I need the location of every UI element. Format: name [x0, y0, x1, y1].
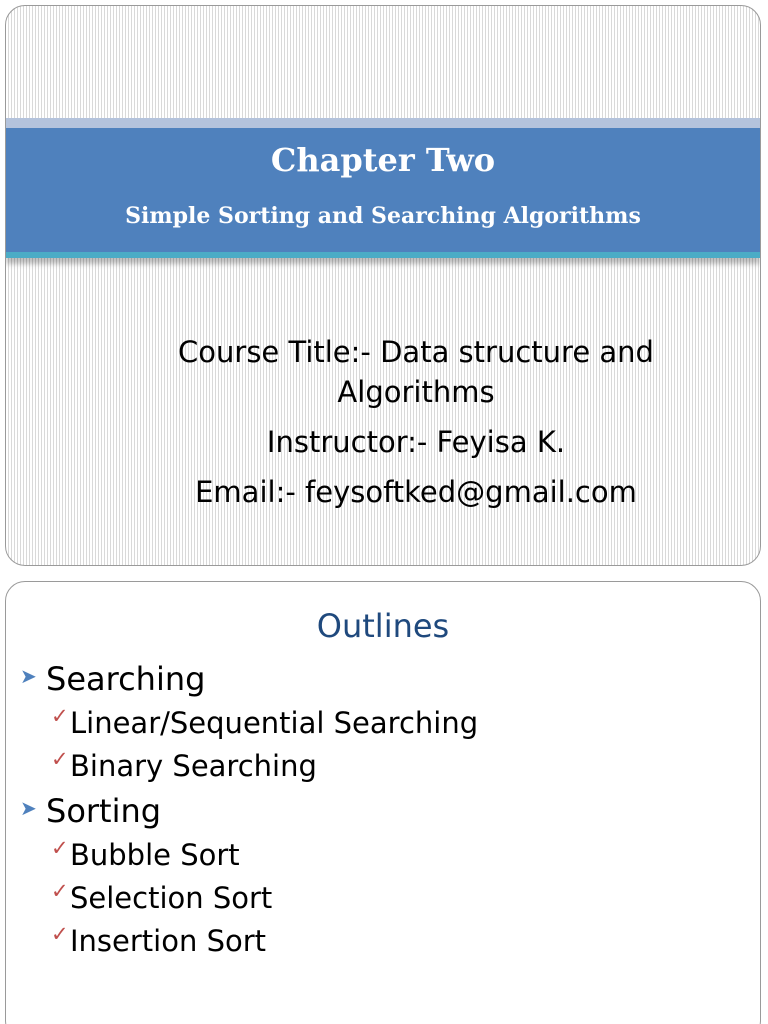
checkmark-bullet-icon: ✓	[51, 922, 69, 946]
course-title-line1: Course Title:- Data structure and	[178, 335, 654, 369]
checkmark-bullet-icon: ✓	[51, 836, 69, 860]
checkmark-bullet-icon: ✓	[51, 747, 69, 771]
title-band-top-stripe	[6, 118, 760, 128]
chapter-title: Chapter Two	[270, 141, 496, 179]
checkmark-bullet-icon: ✓	[51, 879, 69, 903]
chapter-subtitle: Simple Sorting and Searching Algorithms	[125, 203, 641, 229]
outline-item-label: Selection Sort	[70, 881, 273, 915]
outline-item-insertion-sort	[20, 920, 750, 963]
title-slide	[5, 5, 761, 566]
outline-item-linear-search	[20, 702, 750, 745]
outline-item-selection-sort	[20, 877, 750, 920]
outline-list	[20, 656, 750, 963]
outline-item-label: Insertion Sort	[70, 924, 267, 958]
outline-item-label: Binary Searching	[70, 749, 317, 783]
outline-section-label: Sorting	[46, 792, 162, 830]
course-title-line2: Algorithms	[337, 375, 495, 409]
arrow-bullet-icon: ➤	[20, 664, 37, 688]
outline-item-binary-search	[20, 745, 750, 788]
outline-section-label: Searching	[46, 660, 206, 698]
outline-item-bubble-sort	[20, 834, 750, 877]
outline-slide	[5, 581, 761, 1024]
outline-item-label: Bubble Sort	[70, 838, 240, 872]
email: Email:- feysoftked@gmail.com	[195, 475, 637, 509]
outline-section-sorting	[20, 788, 750, 834]
instructor: Instructor:- Feyisa K.	[266, 425, 566, 459]
arrow-bullet-icon: ➤	[20, 796, 37, 820]
checkmark-bullet-icon: ✓	[51, 704, 69, 728]
outline-section-searching	[20, 656, 750, 702]
outline-title: Outlines	[316, 607, 450, 645]
outline-item-label: Linear/Sequential Searching	[70, 706, 479, 740]
course-info	[101, 332, 731, 512]
